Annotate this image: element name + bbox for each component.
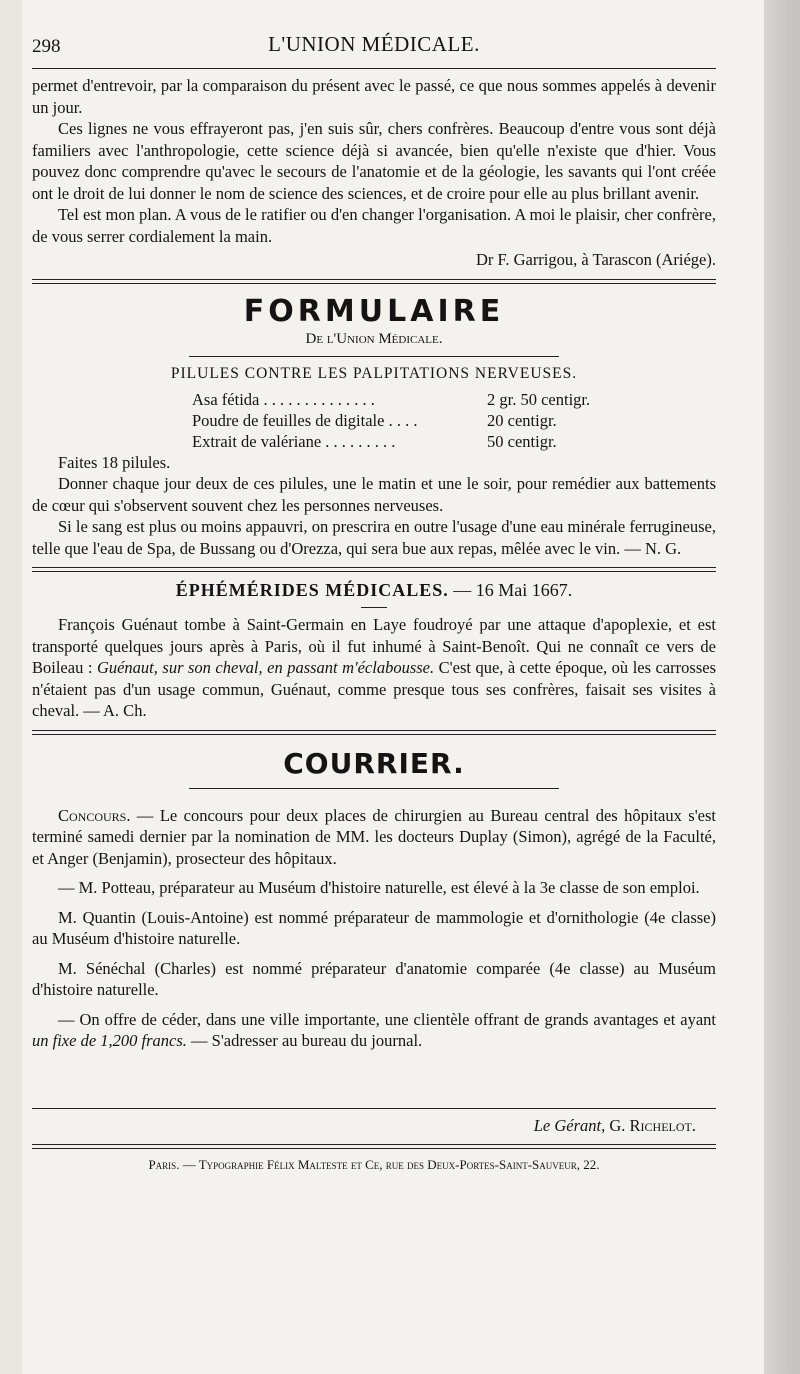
- ephemerides-text-b: C'est que, à cette époque, où les carrosses n'étaient pas d'un usage commun, Guénaut, comme presque tous ses confrères, faisait ses visites à cheval. — A. Ch.: [32, 658, 717, 720]
- formulaire-title: FORMULAIRE: [243, 293, 505, 329]
- boileau-quote: Guénaut, sur son cheval, en passant m'éclabousse.: [96, 658, 435, 677]
- concours-text: — Le concours pour deux places de chirurgien au Bureau central des hôpitaux s'est terminé samedi dernier par la nomination de MM. les docteurs Duplay (Simon), agrégé de la Faculté, et Anger (Benjamin), prosecteur des hôpitaux.: [32, 805, 716, 868]
- formulaire-paragraph-1: Donner chaque jour deux de ces pilules, une le matin et une le soir, pour remédier aux battements de cœur qui s'observent souvent chez les personnes nerveuses.: [32, 474, 716, 515]
- prescription-item: [192, 410, 622, 431]
- ephemerides-date: — 16 Mai 1667.: [453, 580, 573, 600]
- ephemerides-title: [32, 580, 716, 601]
- page-header: [32, 30, 716, 64]
- courrier-rule: [189, 788, 559, 789]
- courrier-paragraph-1: [32, 805, 716, 870]
- offer-fixed-amount: un fixe de 1,200 francs.: [32, 1031, 187, 1050]
- prescription-list: [192, 389, 622, 452]
- prescription-item: [192, 389, 622, 410]
- courrier-paragraph-4: M. Sénéchal (Charles) est nommé préparateur d'anatomie comparée (4e classe) au Muséum d'histoire naturelle.: [32, 958, 716, 999]
- printer-imprint: Paris. — Typographie Félix Malteste et Ce, rue des Deux-Portes-Saint-Sauveur, 22.: [148, 1157, 600, 1172]
- page-number: 298: [32, 36, 61, 57]
- courrier-paragraph-3: M. Quantin (Louis-Antoine) est nommé préparateur de mammologie et d'ornithologie (4e classe) au Muséum d'histoire naturelle.: [32, 907, 716, 948]
- offer-text-a: — On offre de céder, dans une ville importante, une clientèle offrant de grands avantages et ayant: [58, 1009, 716, 1029]
- courrier-paragraph-2: — M. Potteau, préparateur au Muséum d'histoire naturelle, est élevé à la 3e classe de son emploi.: [58, 878, 700, 897]
- courrier-paragraph-5: [32, 1009, 716, 1052]
- ingredient-name: Extrait de valériane . . . . . . . . .: [192, 431, 396, 451]
- ingredient-quantity: 50 centigr.: [487, 431, 557, 451]
- prescription-item: [192, 431, 622, 452]
- page-edge: [764, 0, 800, 1374]
- letter-paragraph-2: Ces lignes ne vous effrayeront pas, j'en suis sûr, chers confrères. Beaucoup d'entre vous sont déjà familiers avec l'anthropologie, cette science déjà si avancée, bien qu'elle n'existe que d'hier. Vous pouvez donc comprendre qu'avec le secours de l'anatomie et de la géologie, les savants qui l'ont créée ont le droit de lui donner le nom de science des sciences, et de croire pour elle au plus brillant avenir.: [32, 119, 716, 203]
- ingredient-name: Asa fétida . . . . . . . . . . . . . .: [192, 389, 375, 409]
- offer-text-b: — S'adresser au bureau du journal.: [186, 1031, 423, 1050]
- formulaire-rule: [189, 356, 559, 357]
- ingredient-name: Poudre de feuilles de digitale . . . .: [192, 410, 418, 430]
- ingredient-quantity: 20 centigr.: [487, 410, 557, 430]
- ephemerides-rule: [361, 607, 387, 608]
- footer-double-rule: [32, 1144, 716, 1149]
- concours-label: Concours.: [58, 805, 131, 825]
- letter-paragraph-3: Tel est mon plan. A vous de le ratifier ou d'en changer l'organisation. A moi le plaisir, cher confrère, de vous serrer cordialement la main.: [32, 205, 716, 246]
- formula-heading: PILULES CONTRE LES PALPITATIONS NERVEUSES.: [170, 364, 578, 382]
- gerant-signature: [32, 1115, 716, 1137]
- ephemerides-section: [32, 580, 716, 722]
- letter-signature: Dr F. Garrigou, à Tarascon (Ariége).: [475, 250, 716, 269]
- courrier-title: COURRIER.: [283, 746, 465, 780]
- formulaire-section: [32, 294, 716, 560]
- formula-instruction: Faites 18 pilules.: [58, 452, 171, 472]
- section-double-rule: [32, 279, 716, 284]
- ingredient-quantity: 2 gr. 50 centigr.: [487, 389, 591, 409]
- running-title: L'UNION MÉDICALE.: [268, 32, 480, 56]
- gerant-label: Le Gérant,: [533, 1115, 606, 1135]
- header-rule: [32, 68, 716, 69]
- ephemerides-paragraph: [32, 614, 716, 722]
- ephemerides-heading: ÉPHÉMÉRIDES MÉDICALES.: [175, 580, 449, 600]
- courrier-section: [32, 747, 716, 1052]
- letter-paragraph-1: permet d'entrevoir, par la comparaison du présent avec le passé, ce que nous sommes appelés à devenir un jour.: [32, 76, 716, 117]
- formulaire-subtitle: De l'Union Médicale.: [305, 330, 443, 347]
- letter-section: [32, 75, 716, 271]
- ephemerides-text-a: François Guénaut tombe à Saint-Germain en Laye foudroyé par une attaque d'apoplexie, et est transporté quelques jours après à Paris, où il fut inhumé à Saint-Benoît. Qui ne connaît ce vers de Boileau :: [32, 615, 716, 677]
- section-double-rule: [32, 567, 716, 572]
- section-double-rule: [32, 730, 716, 735]
- gerant-name: G. Richelot.: [609, 1115, 696, 1135]
- journal-page: [22, 0, 764, 1374]
- formulaire-paragraph-2: Si le sang est plus ou moins appauvri, on prescrira en outre l'usage d'une eau minérale ferrugineuse, telle que l'eau de Spa, de Bussang ou d'Orezza, qui sera bue aux repas, mêlée avec le vin. — N. G.: [32, 517, 716, 558]
- footer-rule: [32, 1108, 716, 1109]
